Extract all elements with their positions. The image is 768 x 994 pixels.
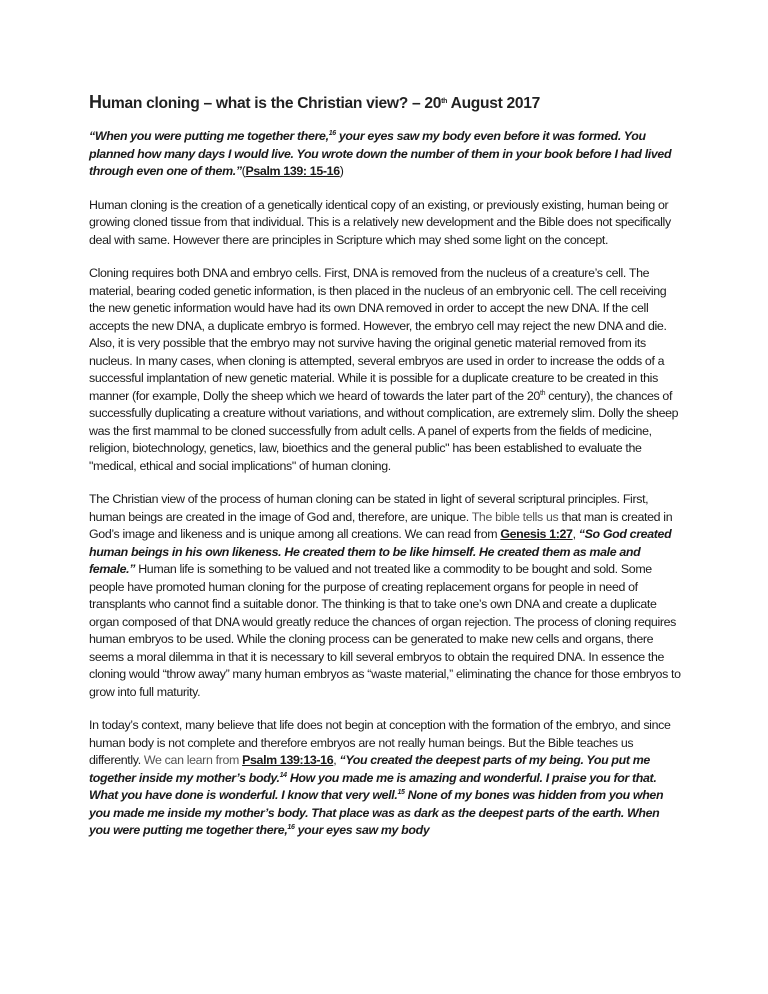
epigraph: [89, 128, 681, 181]
epigraph-open-paren: (: [241, 164, 246, 178]
verse-number: 15: [397, 789, 405, 796]
comma: ,: [572, 527, 579, 541]
paragraph-process-text-b: century), the chances of successfully duplicating a creature without variations, and without complication, are extremely slim. Dolly the sheep was the first mammal to be cloned successfully from adult cells. A panel of experts from the fields of medicine, religion, biotechnology, genetics, law, bioethics and the general public" has been established to evaluate the "medical, ethical and social implications" of human cloning.: [89, 388, 679, 473]
epigraph-close-paren: ): [339, 164, 344, 178]
psalm-quote-2: How you made me is amazing and wonderful. I praise you for that. What you have done is wonderful. I know that very well.: [89, 770, 657, 802]
verse-number: 14: [279, 771, 287, 779]
paragraph-definition: Human cloning is the creation of a genetically identical copy of an existing, or previously existing, human being or growing cloned tissue from that individual. This is a relatively new development and the Bible does not specifically deal with same. However there are principles in Scripture which may shed some light on the concept.: [89, 197, 671, 247]
century-suffix: th: [539, 389, 546, 397]
title-topic: uman cloning: [101, 95, 200, 112]
paragraph-christian-view-text-d: Human life is something to be valued and not treated like a commodity to be bought and sold. Some people have promoted human cloning for the purpose of creating replacement organs for people in need of transplants who cannot find a suitable donor. The thinking is that to take one’s own DNA and create a duplicate organ composed of that DNA would greatly reduce the chances of organ rejection. The process of cloning requires human embryos to be used. While the cloning process can be generated to make new cells and organs, there seems a moral dilemma in that it is necessary to kill several embryos to obtain the required DNA. In essence the cloning would “throw away” many human embryos as “waste material,” eliminating the chance for those embryos to grow into full maturity.: [89, 562, 681, 699]
verse-number: 16: [287, 824, 295, 831]
title-dash: –: [199, 95, 216, 112]
scripture-link-psalm-139-15[interactable]: Psalm 139: 15-16: [245, 164, 340, 178]
verse-number: 16: [328, 130, 336, 137]
paragraph-process: [89, 265, 681, 475]
paragraph-christian-view: [89, 491, 681, 701]
genesis-quote: “So God created human beings in his own likeness. He created them to be like himself. He created them as male and female.”: [89, 527, 672, 576]
paragraph-context-text-a: In today’s context, many believe that life does not begin at conception with the formation of the embryo, and since human body is not complete and therefore embryos are not really human beings. But the Bible teaches us differently.: [89, 718, 671, 767]
title-date-suffix: th: [441, 98, 448, 105]
psalm-quote-4: your eyes saw my body: [294, 823, 430, 837]
document-body: [89, 92, 681, 856]
gray-phrase: The bible tells us: [471, 509, 559, 524]
comma: ,: [333, 753, 340, 767]
gray-phrase: We can learn from: [143, 753, 239, 767]
title-date: August 2017: [447, 95, 541, 112]
paragraph-christian-view-text-b: that man is created in God’s image and likeness and is unique among all creations. We can read from: [89, 509, 673, 541]
epigraph-quote-start: “When you were putting me together there,: [89, 129, 329, 143]
epigraph-quote-end: your eyes saw my body even before it was formed. You planned how many days I would live. You wrote down the number of them in your book before I had lived through even one of them.”: [89, 129, 672, 178]
title-initial: H: [89, 92, 102, 112]
title-question: what is the Christian view? – 20: [215, 95, 442, 112]
psalm-quote-3: None of my bones was hidden from you when you made me inside my mother’s body. That place was as dark as the deepest parts of the earth. When you were putting me together there,: [89, 788, 664, 837]
document-title: [89, 92, 681, 114]
psalm-quote-1: “You created the deepest parts of my being. You put me together inside my mother’s body.: [89, 753, 650, 785]
paragraph-christian-view-text-a: The Christian view of the process of human cloning can be stated in light of several scriptural principles. First, human beings are created in the image of God and, therefore, are unique.: [89, 492, 649, 524]
paragraph-context: [89, 717, 681, 840]
paragraph-process-text-a: Cloning requires both DNA and embryo cells. First, DNA is removed from the nucleus of a creature’s cell. The material, bearing coded genetic information, is then placed in the nucleus of an embryonic cell. The cell receiving the new genetic information would have had its own DNA removed in order to accept the new DNA. If the cell accepts the new DNA, a duplicate embryo is formed. However, the embryo cell may reject the new DNA and die. Also, it is very possible that the embryo may not survive having the original genetic material removed from its nucleus. In many cases, when cloning is attempted, several embryos are used in order to increase the odds of a successful implantation of new genetic material. While it is possible for a duplicate creature to be created in this manner (for example, Dolly the sheep which we heard of towards the later part of the 20: [89, 266, 667, 403]
scripture-link-genesis-1-27[interactable]: Genesis 1:27: [500, 527, 573, 541]
scripture-link-psalm-139-13[interactable]: Psalm 139:13-16: [242, 753, 334, 767]
